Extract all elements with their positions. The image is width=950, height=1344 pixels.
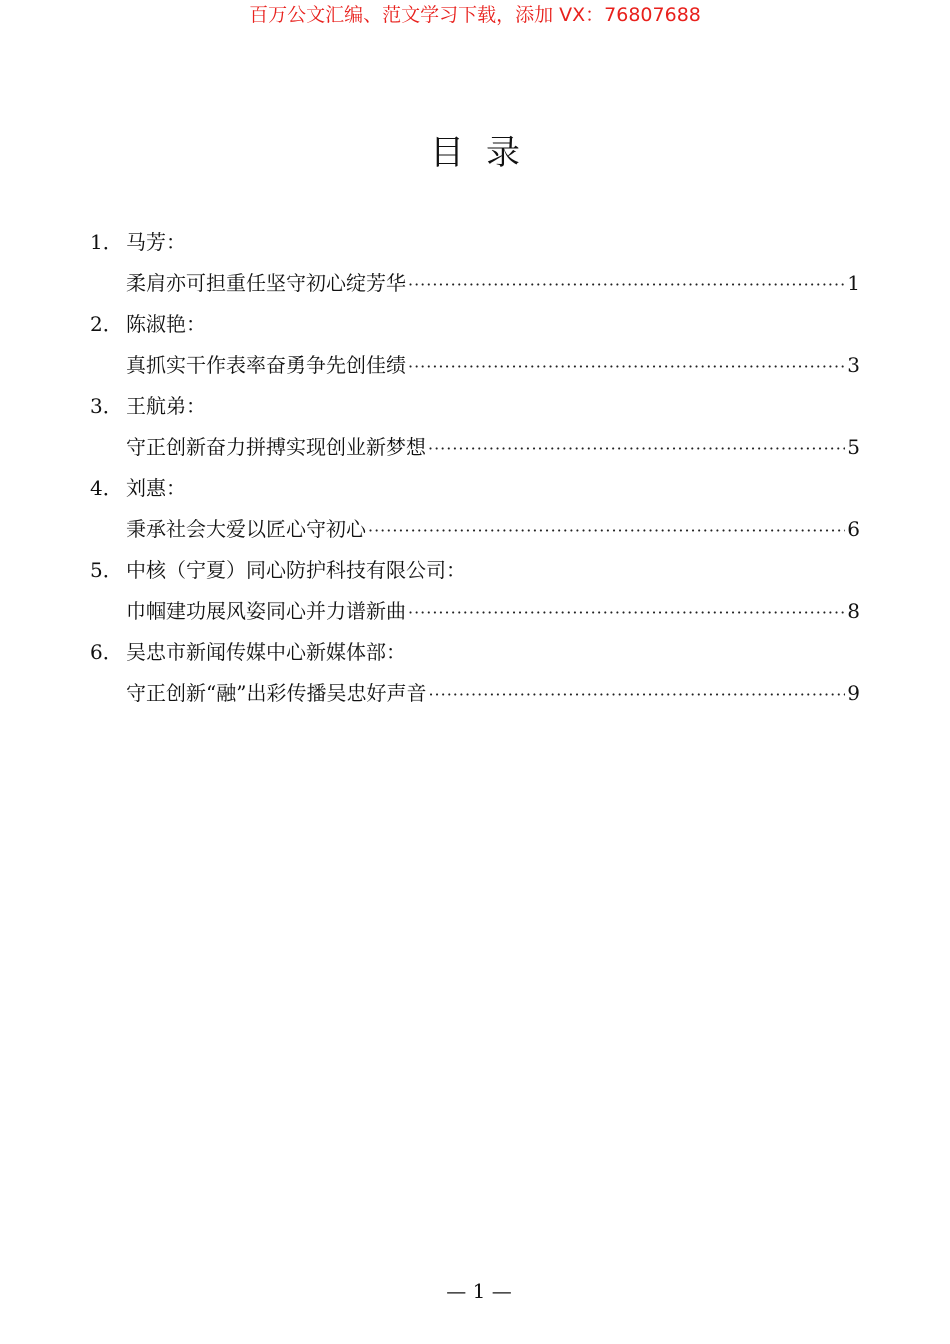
toc-entry-line[interactable] [126, 673, 860, 714]
dot-leader [368, 510, 845, 551]
dot-leader [408, 346, 845, 387]
toc-entry-heading [90, 386, 860, 427]
toc-entry-page: 8 [847, 599, 860, 623]
page-title: 目录 [430, 133, 542, 173]
dot-leader [428, 674, 845, 715]
toc-entry-author: 刘惠： [126, 476, 186, 500]
toc-entry-line[interactable] [126, 509, 860, 550]
toc-entry-heading [90, 550, 860, 591]
toc-entry-page: 9 [847, 681, 860, 705]
toc-entry-number: 5． [90, 558, 123, 582]
dot-leader [408, 592, 845, 633]
toc-entry-heading [90, 632, 860, 673]
toc-entry-number: 2． [90, 312, 123, 336]
toc-entry-page: 3 [847, 353, 860, 377]
dot-leader [428, 428, 845, 469]
toc-entry-author: 吴忠市新闻传媒中心新媒体部： [126, 640, 406, 664]
toc-entry-subtitle: 守正创新奋力拼搏实现创业新梦想 [126, 435, 426, 459]
toc-entry-subtitle: 守正创新“融”出彩传播吴忠好声音 [126, 681, 427, 705]
toc-entry-author: 陈淑艳： [126, 312, 206, 336]
toc-entry-heading [90, 304, 860, 345]
toc-entry-line[interactable] [126, 263, 860, 304]
toc-entry-number: 4． [90, 476, 123, 500]
dot-leader [408, 264, 845, 305]
toc-entry-author: 马芳： [126, 230, 186, 254]
footer-page-number: — 1 — [446, 1279, 512, 1303]
toc-entry-heading [90, 468, 860, 509]
toc-entry-author: 王航弟： [126, 394, 206, 418]
table-of-contents [90, 222, 860, 714]
toc-entry-subtitle: 秉承社会大爱以匠心守初心 [126, 517, 366, 541]
header-banner: 百万公文汇编、范文学习下载，添加 VX：76807688 [249, 4, 701, 26]
toc-entry-page: 6 [847, 517, 860, 541]
toc-entry-subtitle: 真抓实干作表率奋勇争先创佳绩 [126, 353, 406, 377]
toc-entry-line[interactable] [126, 345, 860, 386]
toc-entry-page: 1 [847, 271, 860, 295]
toc-entry-subtitle: 巾帼建功展风姿同心并力谱新曲 [126, 599, 406, 623]
toc-entry-heading [90, 222, 860, 263]
toc-entry-line[interactable] [126, 427, 860, 468]
toc-entry-author: 中核（宁夏）同心防护科技有限公司： [126, 558, 466, 582]
toc-entry-subtitle: 柔肩亦可担重任坚守初心绽芳华 [126, 271, 406, 295]
toc-entry-number: 1． [90, 230, 123, 254]
toc-entry-number: 3． [90, 394, 123, 418]
toc-entry-line[interactable] [126, 591, 860, 632]
toc-entry-page: 5 [847, 435, 860, 459]
toc-entry-number: 6． [90, 640, 123, 664]
